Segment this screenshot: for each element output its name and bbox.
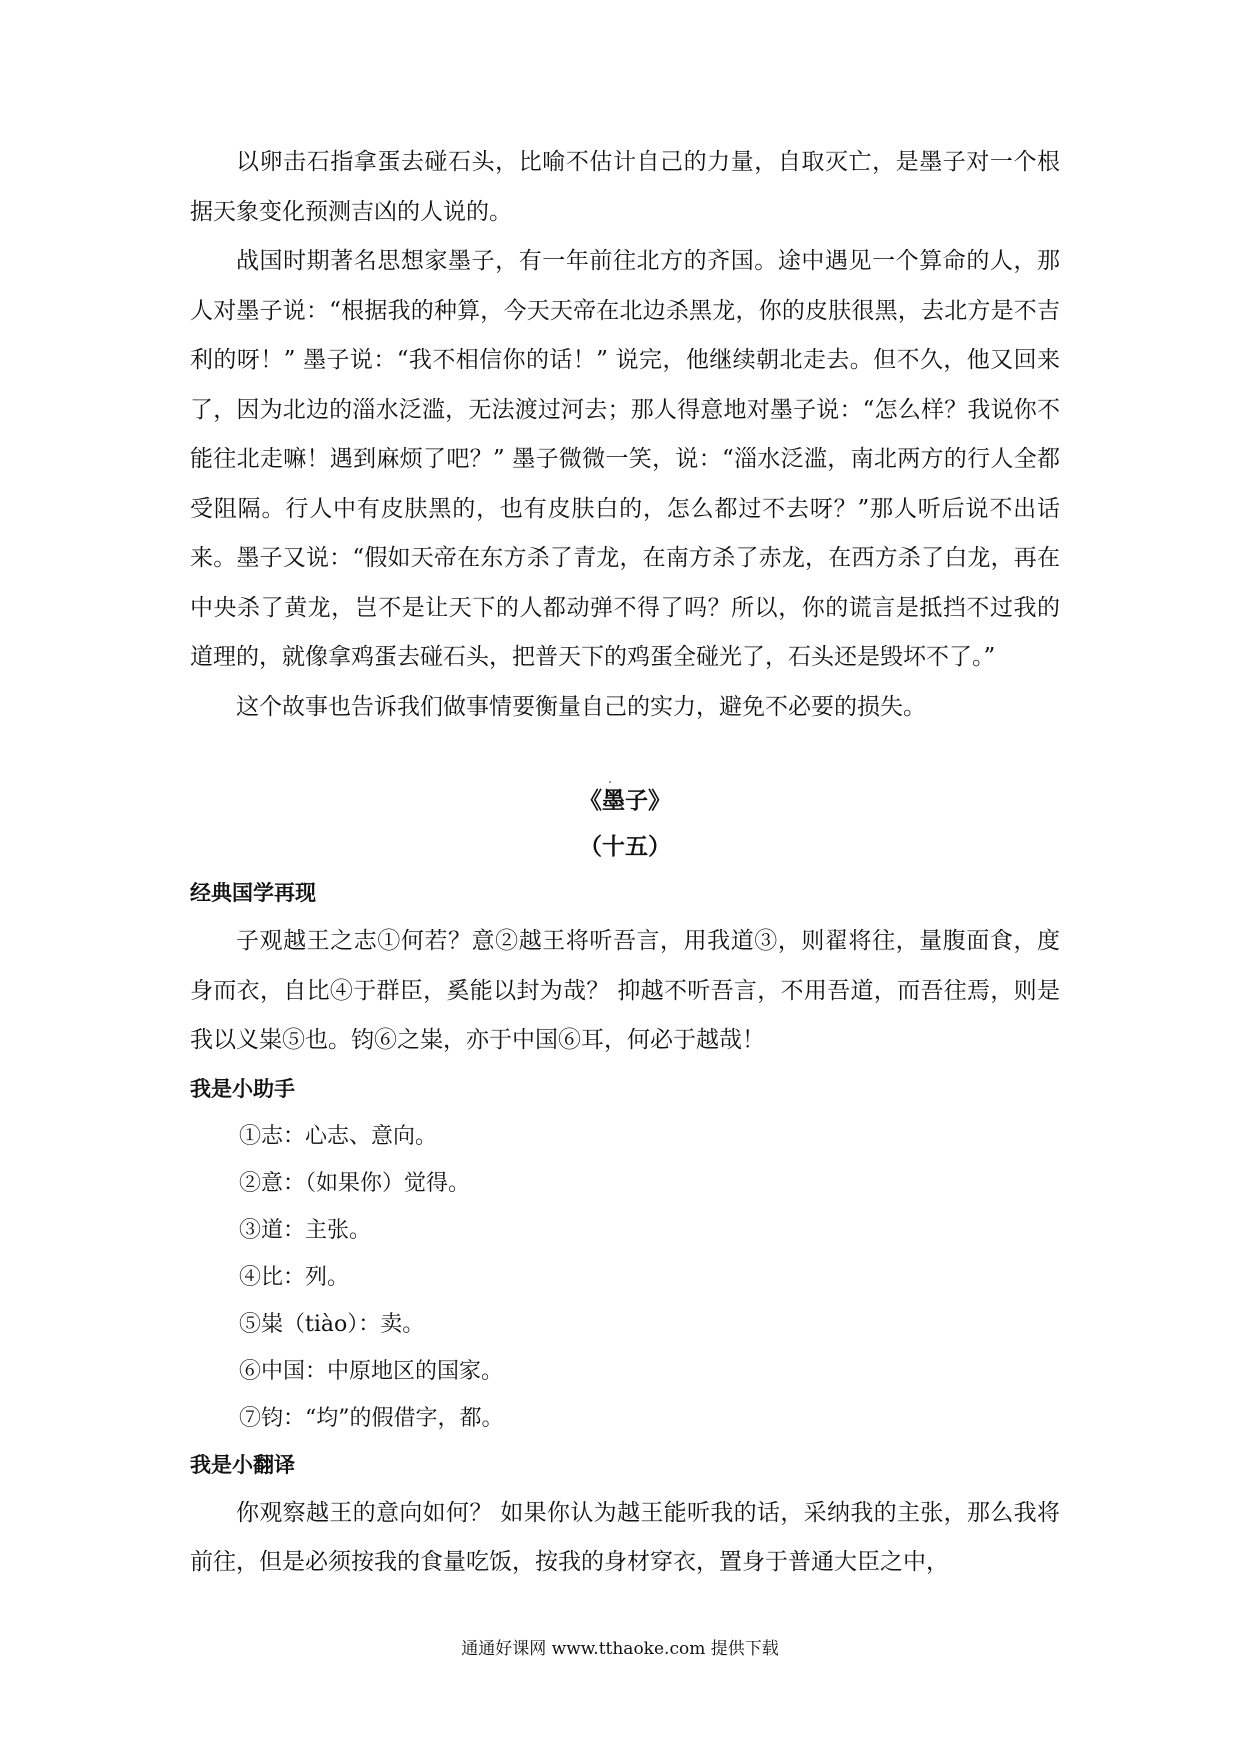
note-item: ⑦钧：“均”的假借字，都。 bbox=[239, 1405, 504, 1431]
scan-speck bbox=[609, 781, 611, 783]
document-body bbox=[190, 138, 1060, 1588]
note-item: ③道：主张。 bbox=[239, 1217, 372, 1243]
helper-notes-list bbox=[190, 1113, 1060, 1442]
note-item: ④比：列。 bbox=[239, 1264, 350, 1290]
story-paragraph: 战国时期著名思想家墨子，有一年前往北方的齐国。途中遇见一个算命的人，那人对墨子说：“根据我的种算，今天天帝在北边杀黑龙，你的皮肤很黑，去北方是不吉利的呀！” 墨子说：“我不相信你的话！” 说完，他继续朝北走去。但不久，他又回来了，因为北边的淄水泛滥，无法渡过河去；那人得意地对墨子说：“怎么样？我说你不能往北走嘛！遇到麻烦了吧？” 墨子微微一笑，说：“淄水泛滥，南北两方的行人全都受阻隔。行人中有皮肤黑的，也有皮肤白的，怎么都过不去呀？”那人听后说不出话来。墨子又说：“假如天帝在东方杀了青龙，在南方杀了赤龙，在西方杀了白龙，再在中央杀了黄龙，岂不是让天下的人都动弹不得了吗？所以，你的谎言是抵挡不过我的道理的，就像拿鸡蛋去碰石头，把普天下的鸡蛋全碰光了，石头还是毁坏不了。” bbox=[190, 248, 1060, 670]
moral-paragraph: 这个故事也告诉我们做事情要衡量自己的实力，避免不必要的损失。 bbox=[236, 693, 926, 720]
classic-text: 子观越王之志①何若？意②越王将听吾言，用我道③，则翟将往，量腹面食，度身而衣，自比④于群臣，奚能以封为哉？ 抑越不听吾言，不用吾道，而吾往焉，则是我以义粜⑤也。钧⑥之粜，亦于中国⑥耳，何必于越哉！ bbox=[190, 928, 1060, 1053]
translate-section-label: 我是小翻译 bbox=[190, 1452, 295, 1477]
page-footer: 通通好课网 www.tthaoke.com 提供下载 bbox=[461, 1639, 779, 1659]
chapter-number: （十五） bbox=[579, 834, 671, 860]
note-item: ⑥中国：中原地区的国家。 bbox=[239, 1358, 504, 1384]
note-item: ①志：心志、意向。 bbox=[239, 1123, 438, 1149]
note-item: ②意：（如果你）觉得。 bbox=[239, 1170, 471, 1196]
spacer bbox=[190, 732, 1060, 778]
intro-paragraph: 以卵击石指拿蛋去碰石头，比喻不估计自己的力量，自取灭亡，是墨子对一个根据天象变化预测吉凶的人说的。 bbox=[190, 149, 1060, 225]
note-item: ⑤粜（tiào）：卖。 bbox=[239, 1311, 425, 1337]
classic-section-label: 经典国学再现 bbox=[190, 881, 316, 905]
helper-section-label: 我是小助手 bbox=[190, 1076, 295, 1101]
translate-text: 你观察越王的意向如何？ 如果你认为越王能听我的话，采纳我的主张，那么我将前往，但是必须按我的食量吃饭，按我的身材穿衣，置身于普通大臣之中， bbox=[190, 1499, 1060, 1575]
book-title: 《墨子》 bbox=[579, 788, 671, 814]
